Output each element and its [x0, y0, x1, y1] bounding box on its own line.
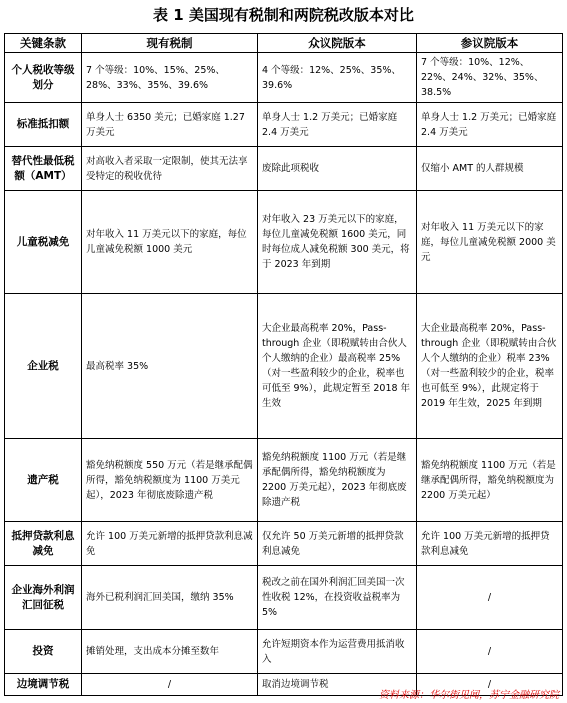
table-row [5, 147, 563, 191]
table-cell: 仅缩小 AMT 的人群规模 [417, 147, 563, 191]
table-cell: 大企业最高税率 20%，Pass-through 企业（即税赋转由合伙人个人缴纳的企业）最高税率 25%（对一些盈利较少的企业，税率也可低至 9%），此规定暂至 2018 年生效 [258, 294, 417, 439]
table-row [5, 53, 563, 103]
table-row [5, 566, 563, 630]
header-row [5, 34, 563, 53]
table-cell: 仅允许 50 万美元新增的抵押贷款利息减免 [258, 522, 417, 566]
row-label: 企业税 [5, 294, 82, 439]
row-label: 儿童税减免 [5, 191, 82, 294]
table-cell: 允许短期资本作为运营费用抵消收入 [258, 630, 417, 674]
table-row [5, 630, 563, 674]
table-cell: 摊销处理，支出成本分摊至数年 [82, 630, 258, 674]
row-label: 个人税收等级划分 [5, 53, 82, 103]
row-label: 遗产税 [5, 439, 82, 522]
table-cell: 7 个等级：10%、15%、25%、28%、33%、35%、39.6% [82, 53, 258, 103]
table-cell: 海外已税利润汇回美国，缴纳 35% [82, 566, 258, 630]
comparison-table [4, 33, 563, 696]
row-label: 边境调节税 [5, 674, 82, 696]
table-row [5, 439, 563, 522]
table-cell: 允许 100 万美元新增的抵押贷款利息减免 [82, 522, 258, 566]
table-cell: 豁免纳税额度 550 万元（若是继承配偶所得，豁免纳税额度为 1100 万美元起），2023 年彻底废除遗产税 [82, 439, 258, 522]
column-header: 参议院版本 [417, 34, 563, 53]
table-cell: 对年收入 23 万美元以下的家庭，每位儿童减免税额 1600 美元，同时每位成人减免税额 300 美元，将于 2023 年到期 [258, 191, 417, 294]
table-cell: / [417, 566, 563, 630]
table-title: 表 1 美国现有税制和两院税改版本对比 [153, 6, 414, 24]
table-row [5, 294, 563, 439]
table-cell: 取消边境调节税 [258, 674, 417, 696]
row-label: 替代性最低税额（AMT） [5, 147, 82, 191]
source-note: 资料来源：华尔街见闻，苏宁金融研究院 [379, 690, 559, 701]
table-cell: 单身人士 1.2 万美元；已婚家庭 2.4 万美元 [258, 103, 417, 147]
table-cell: 豁免纳税额度 1100 万元（若是继承配偶所得，豁免纳税额度为 2200 万美元起） [417, 439, 563, 522]
column-header: 现有税制 [82, 34, 258, 53]
row-label: 抵押贷款利息减免 [5, 522, 82, 566]
table-cell: / [82, 674, 258, 696]
table-cell: 废除此项税收 [258, 147, 417, 191]
table-cell: 4 个等级：12%、25%、35%、39.6% [258, 53, 417, 103]
table-row [5, 103, 563, 147]
table-cell: 豁免纳税额度 1100 万元（若是继承配偶所得，豁免纳税额度为 2200 万美元起），2023 年彻底废除遗产税 [258, 439, 417, 522]
column-header: 众议院版本 [258, 34, 417, 53]
table-cell: 允许 100 万美元新增的抵押贷款利息减免 [417, 522, 563, 566]
table-cell: 7 个等级：10%、12%、22%、24%、32%、35%、38.5% [417, 53, 563, 103]
table-cell: 对年收入 11 万美元以下的家庭，每位儿童减免税额 2000 美元 [417, 191, 563, 294]
table-cell: / [417, 630, 563, 674]
table-row [5, 522, 563, 566]
row-label: 标准抵扣额 [5, 103, 82, 147]
column-header: 关键条款 [5, 34, 82, 53]
table-cell: 最高税率 35% [82, 294, 258, 439]
row-label: 企业海外利润汇回征税 [5, 566, 82, 630]
table-cell: 单身人士 1.2 万美元；已婚家庭 2.4 万美元 [417, 103, 563, 147]
table-cell: 税改之前在国外利润汇回美国一次性收税 12%，在投资收益税率为 5% [258, 566, 417, 630]
table-row [5, 191, 563, 294]
table-cell: 对高收入者采取一定限制，使其无法享受特定的税收优待 [82, 147, 258, 191]
table-cell: 对年收入 11 万美元以下的家庭，每位儿童减免税额 1000 美元 [82, 191, 258, 294]
table-cell: 单身人士 6350 美元；已婚家庭 1.27 万美元 [82, 103, 258, 147]
row-label: 投资 [5, 630, 82, 674]
table-cell: 大企业最高税率 20%，Pass-through 企业（即税赋转由合伙人个人缴纳的企业）税率 23%（对一些盈利较少的企业，税率也可低至 9%），此规定将于 2019 年生效，2025 年到期 [417, 294, 563, 439]
table-cell: / [417, 674, 563, 696]
